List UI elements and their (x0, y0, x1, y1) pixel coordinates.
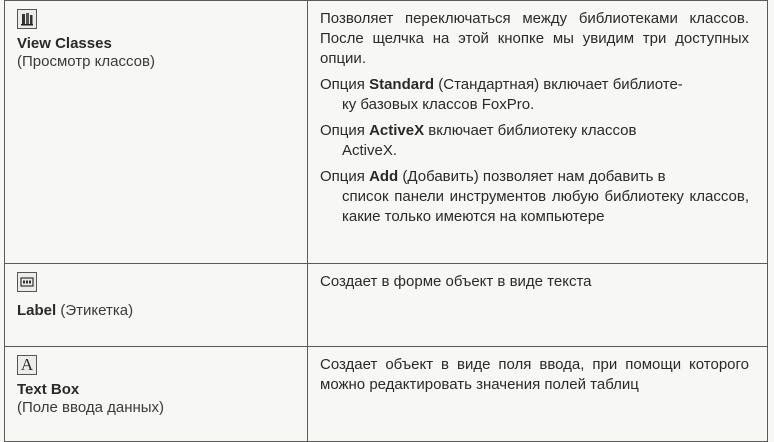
tool-title (17, 302, 297, 320)
option-text: (Стандартная) включает библиоте- (438, 76, 683, 93)
option-text-continued: список панели инструментов любую библиотеку классов, какие только имеются на компьютере (342, 188, 749, 225)
option-name: Add (369, 168, 399, 185)
option-text-continued: ActiveX. (342, 142, 398, 159)
table-row (5, 347, 768, 442)
table-row (5, 1, 768, 264)
description-text: Создает в форме объект в виде текста (320, 273, 592, 290)
option-text-continued: ку базовых классов FoxPro. (342, 96, 535, 113)
option-name: Standard (369, 76, 435, 93)
option-prefix: Опция (320, 168, 365, 185)
tool-name-translation: (Поле ввода данных) (17, 399, 165, 416)
tool-description-cell (308, 1, 768, 264)
option-prefix: Опция (320, 122, 365, 139)
option-activex (320, 121, 749, 161)
tool-description-cell (308, 347, 768, 442)
option-add (320, 167, 749, 227)
tool-name-cell (5, 264, 308, 347)
option-text: (Добавить) позволяет нам добавить в (402, 168, 666, 185)
table-row (5, 264, 768, 347)
tool-name-cell (5, 347, 308, 442)
tool-description-cell (308, 264, 768, 347)
description-text: Позволяет переключаться между библиотеками классов. После щелчка на этой кнопке мы увидим три доступных опции. (320, 10, 749, 67)
textbox-icon-glyph: A (20, 355, 34, 374)
tool-name-translation: (Просмотр классов) (17, 53, 155, 70)
tool-name: View Classes (17, 35, 112, 52)
option-prefix: Опция (320, 76, 365, 93)
option-text: включает библиотеку классов (428, 122, 637, 139)
option-name: ActiveX (369, 122, 425, 139)
description-text: Создает объект в виде поля ввода, при помощи которого можно редактировать значения полей таблиц (320, 356, 749, 393)
tool-name-cell (5, 1, 308, 264)
tool-name: Text Box (17, 381, 80, 398)
tool-name: Label (17, 302, 57, 319)
label-icon (17, 272, 37, 292)
toolbar-buttons-table (4, 0, 768, 442)
textbox-icon (17, 355, 37, 375)
tool-name-translation: (Этикетка) (60, 302, 134, 319)
option-standard (320, 75, 749, 115)
books-icon (17, 9, 37, 29)
